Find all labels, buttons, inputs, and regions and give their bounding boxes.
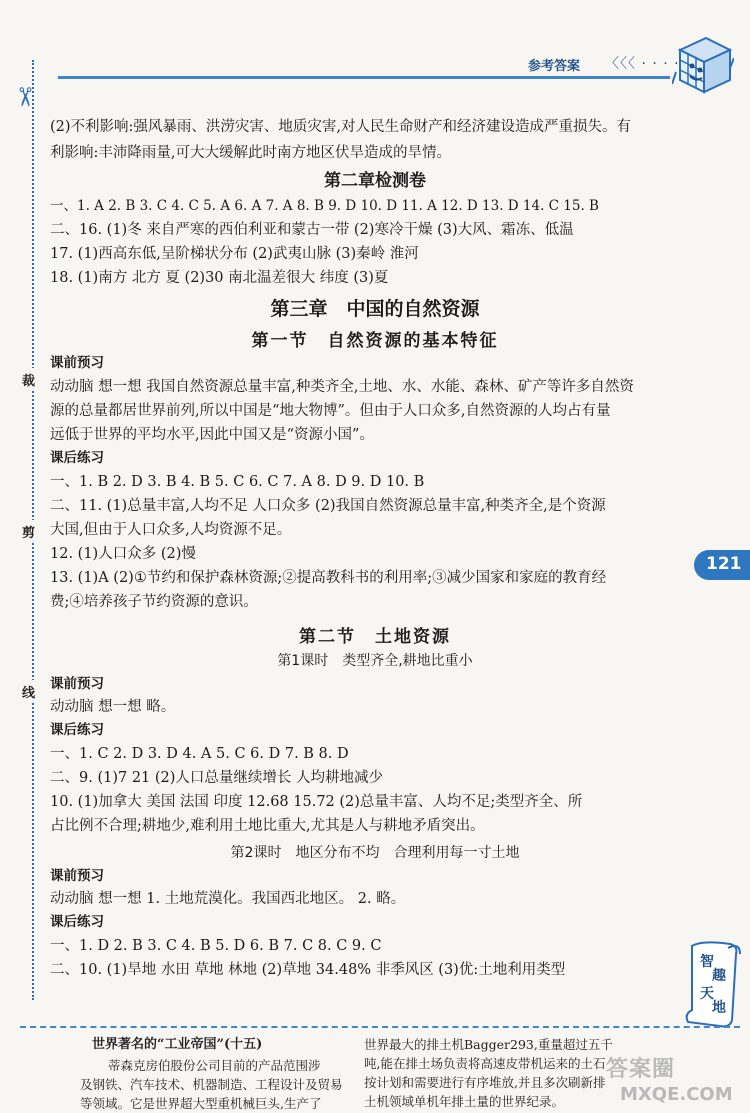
text-line: (2)不利影响:强风暴雨、洪涝灾害、地质灾害,对人民生命财产和经济建设造成严重损失。有 — [50, 119, 632, 135]
chapter-title: 第三章 中国的自然资源 — [270, 298, 480, 320]
answer-line: 二、16. (1)冬 来自严寒的西伯利亚和蒙古一带 (2)寒冷干燥 (3)大风、霜冻、低温 — [50, 222, 574, 238]
answer-line: 费;④培养孩子节约资源的意识。 — [50, 594, 258, 610]
text-line: 源的总量都居世界前列,所以中国是“地大物博”。但由于人口众多,自然资源的人均占有量 — [50, 403, 611, 419]
header-rule — [58, 76, 670, 79]
answer-line: 17. (1)西高东低,呈阶梯状分布 (2)武夷山脉 (3)秦岭 淮河 — [50, 246, 419, 262]
watermark-url: MXQE.COM — [620, 1084, 733, 1105]
header-arrows: 〈〈〈 · · · · — [605, 56, 680, 72]
lesson-title: 第1课时 类型齐全,耕地比重小 — [277, 653, 473, 669]
header-answer-label: 参考答案 — [528, 59, 581, 74]
page-number: 121 — [706, 554, 742, 574]
footer-text-line: 吨,能在排土场负责将高速皮带机运来的土石 — [364, 1056, 606, 1071]
footer-divider — [20, 1026, 740, 1028]
watermark-text: 答案圈 — [606, 1057, 676, 1082]
cut-label: 线 — [22, 680, 35, 703]
subsection-label: 课后练习 — [50, 722, 104, 738]
cut-label: 裁 — [22, 368, 35, 391]
badge-char: 智 — [700, 954, 714, 970]
footer-text-line: 世界最大的排土机Bagger293,重量超过五千 — [364, 1037, 613, 1052]
subsection-label: 课后练习 — [50, 450, 104, 466]
subsection-label: 课前预习 — [50, 676, 104, 692]
answer-line: 二、11. (1)总量丰富,人均不足 人口众多 (2)我国自然资源总量丰富,种类齐全,是个资源 — [50, 498, 606, 514]
section-title: 第一节 自然资源的基本特征 — [251, 331, 499, 351]
text-line: 动动脑 想一想 我国自然资源总量丰富,种类齐全,土地、水、水能、森林、矿产等许多自然资 — [50, 379, 634, 395]
chapter-test-heading: 第二章检测卷 — [324, 171, 426, 191]
text-line: 动动脑 想一想 略。 — [50, 699, 176, 715]
answer-line: 10. (1)加拿大 美国 法国 印度 12.68 15.72 (2)总量丰富、人均不足;类型齐全、所 — [50, 794, 583, 810]
text-line: 远低于世界的平均水平,因此中国又是“资源小国”。 — [50, 427, 374, 443]
text-line: 利影响:丰沛降雨量,可大大缓解此时南方地区伏旱造成的旱情。 — [50, 145, 451, 161]
answer-line: 18. (1)南方 北方 夏 (2)30 南北温差很大 纬度 (3)夏 — [50, 270, 389, 286]
lesson-title: 第2课时 地区分布不均 合理利用每一寸土地 — [230, 845, 520, 861]
answer-line: 二、10. (1)旱地 水田 草地 林地 (2)草地 34.48% 非季风区 (3)优:土地利用类型 — [50, 962, 566, 978]
text-line: 动动脑 想一想 1. 土地荒漠化。我国西北地区。 2. 略。 — [50, 891, 406, 907]
scissors-icon: ✂ — [8, 86, 39, 108]
answer-line: 一、1. C 2. D 3. D 4. A 5. C 6. D 7. B 8. D — [50, 746, 349, 762]
subsection-label: 课前预习 — [50, 868, 104, 884]
footer-text-line: 等领域。它是世界超大型重机械巨头,生产了 — [80, 1096, 322, 1111]
answer-line: 一、1. A 2. B 3. C 4. C 5. A 6. A 7. A 8. B 9. D 10. D 11. A 12. D 13. D 14. C 15. B — [50, 198, 599, 214]
footer-text-line: 蒂森克房伯股份公司目前的产品范围涉 — [108, 1058, 321, 1073]
rubiks-cube-icon — [672, 28, 734, 98]
subsection-label: 课前预习 — [50, 355, 104, 371]
answer-line: 12. (1)人口众多 (2)慢 — [50, 546, 196, 562]
badge-char: 天 — [700, 986, 714, 1002]
badge-char: 趣 — [712, 968, 726, 984]
cut-label: 剪 — [22, 520, 35, 543]
answer-line: 大国,但由于人口众多,人均资源不足。 — [50, 522, 292, 538]
footer-text-line: 及钢铁、汽车技术、机器制造、工程设计及贸易 — [80, 1077, 343, 1092]
footer-text-line: 土机领域单机年排土量的世界纪录。 — [364, 1094, 565, 1109]
answer-line: 二、9. (1)7 21 (2)人口总量继续增长 人均耕地减少 — [50, 770, 384, 786]
badge-char: 地 — [712, 1000, 726, 1016]
scroll-badge-icon — [682, 940, 744, 1030]
subsection-label: 课后练习 — [50, 914, 104, 930]
answer-line: 13. (1)A (2)①节约和保护森林资源;②提高教科书的利用率;③减少国家和家庭的教育经 — [50, 570, 607, 586]
answer-line: 一、1. D 2. B 3. C 4. B 5. D 6. B 7. C 8. C 9. C — [50, 938, 382, 954]
footer-text-line: 按计划和需要进行有序堆放,并且多次刷新排 — [364, 1075, 606, 1090]
answer-line: 占比例不合理;耕地少,难利用土地比重大,尤其是人与耕地矛盾突出。 — [50, 818, 485, 834]
section-title: 第二节 土地资源 — [299, 627, 451, 647]
footer-title: 世界著名的“工业帝国”(十五) — [92, 1037, 263, 1052]
answer-line: 一、1. B 2. D 3. B 4. B 5. C 6. C 7. A 8. D 9. D 10. B — [50, 474, 425, 490]
